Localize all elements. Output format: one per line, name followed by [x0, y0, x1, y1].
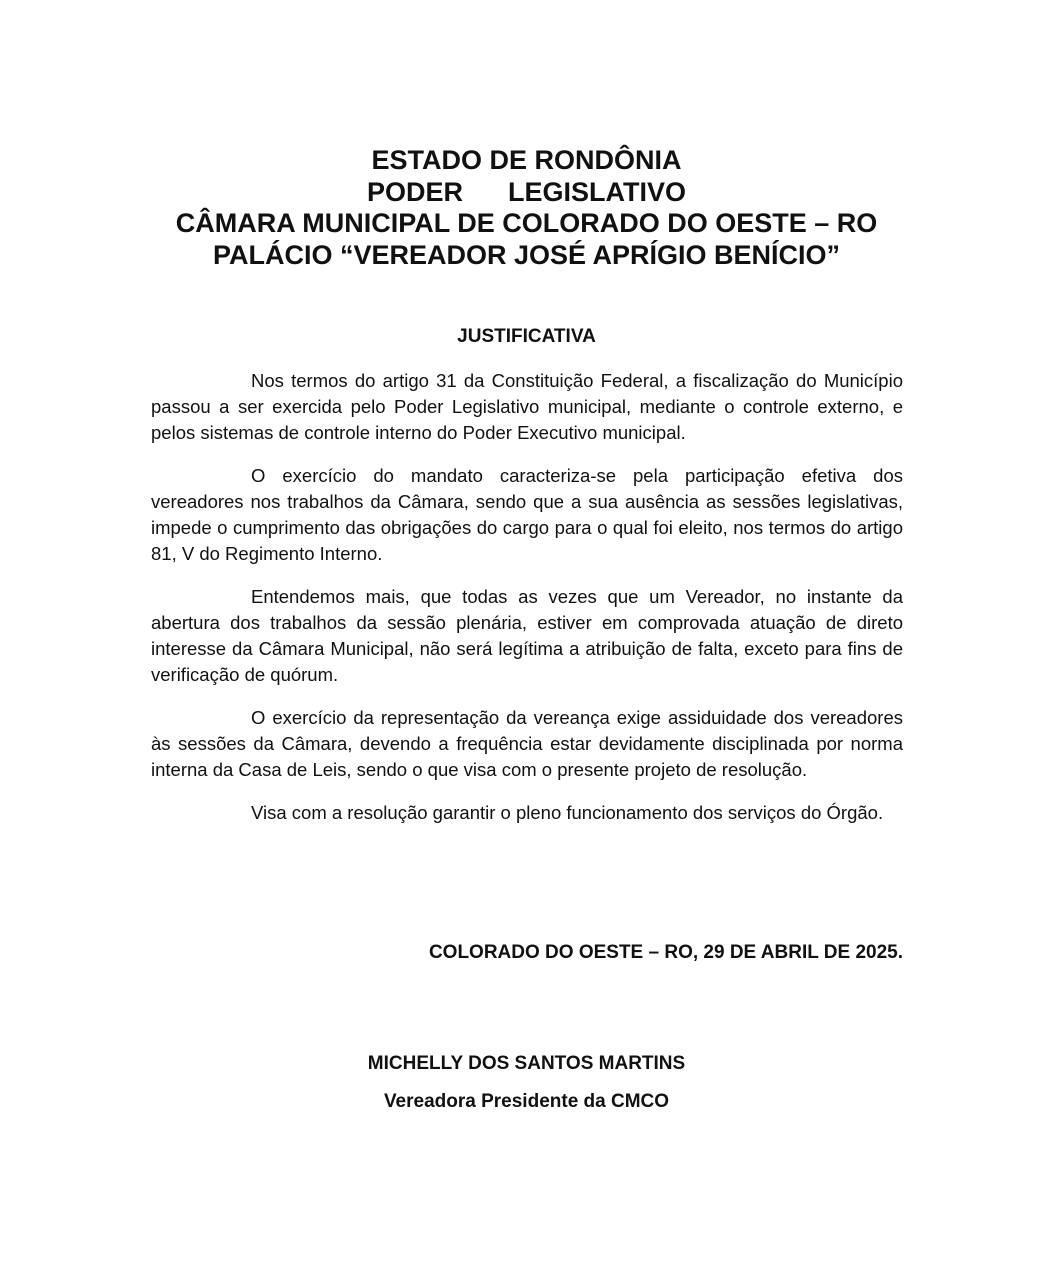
signatory-role: Vereadora Presidente da CMCO: [383, 1091, 670, 1112]
header-branch: PODER LEGISLATIVO: [366, 176, 687, 207]
document-body: [151, 368, 903, 843]
date-location: COLORADO DO OESTE – RO, 29 DE ABRIL DE 2025.: [428, 942, 903, 963]
document-title: JUSTIFICATIVA: [457, 326, 596, 347]
document-header: [0, 145, 1053, 271]
header-chamber: CÂMARA MUNICIPAL DE COLORADO DO OESTE – RO: [175, 208, 878, 238]
header-palace: PALÁCIO “VEREADOR JOSÉ APRÍGIO BENÍCIO”: [212, 239, 841, 270]
paragraph-1: Nos termos do artigo 31 da Constituição Federal, a fiscalização do Município passou a ser exercida pelo Poder Legislativo municipal, mediante o controle externo, e pelos sistemas de controle interno do Poder Executivo municipal.: [151, 370, 903, 443]
paragraph-4: O exercício da representação da vereança exige assiduidade dos vereadores às sessões da Câmara, devendo a frequência estar devidamente disciplinada por norma interna da Casa de Leis, sendo o que visa com o presente projeto de resolução.: [151, 707, 903, 780]
signatory-name: MICHELLY DOS SANTOS MARTINS: [367, 1053, 686, 1074]
paragraph-5: Visa com a resolução garantir o pleno funcionamento dos serviços do Órgão.: [251, 802, 884, 823]
header-state: ESTADO DE RONDÔNIA: [371, 145, 682, 175]
signature-block: [0, 1050, 1053, 1116]
paragraph-2: O exercício do mandato caracteriza-se pela participação efetiva dos vereadores nos trabalhos da Câmara, sendo que a sua ausência as sessões legislativas, impede o cumprimento das obrigações do cargo para o qual foi eleito, nos termos do artigo 81, V do Regimento Interno.: [151, 465, 903, 564]
paragraph-3: Entendemos mais, que todas as vezes que um Vereador, no instante da abertura dos trabalhos da sessão plenária, estiver em comprovada atuação de direto interesse da Câmara Municipal, não será legítima a atribuição de falta, exceto para fins de verificação de quórum.: [151, 586, 903, 685]
